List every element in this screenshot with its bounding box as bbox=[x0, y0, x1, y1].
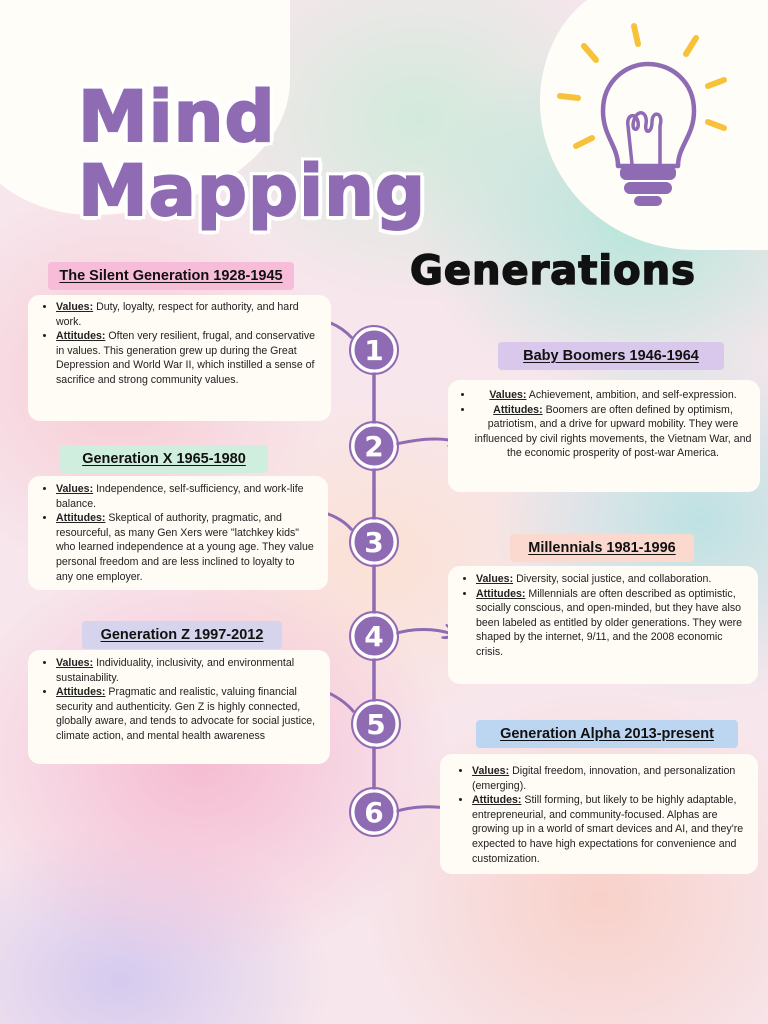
millennials-attitudes-text: Millennials are often described as optimistic, socially conscious, and open-minded, but they have also been labeled as entitled by older generations. They were shaped by the internet, 9/11, and the 2008 economic crisis. bbox=[476, 587, 743, 658]
alpha-attitudes-text: Still forming, but likely to be highly adaptable, entrepreneurial, and community-focused. Alphas are growing up in a world of smart devices and AI, and they're expected to have high expectations for convenience and customization. bbox=[472, 794, 744, 865]
arrow-4 bbox=[394, 630, 452, 635]
silent-attitudes-text: Often very resilient, frugal, and conservative in values. This generation grew up during the Great Depression and World War II, which instilled a sense of sacrifice and strong community values. bbox=[56, 330, 316, 386]
genz-attitudes-text: Pragmatic and realistic, valuing financial security and authenticity. Gen Z is highly connected, globally aware, and tends to advocate for social justice, climate action, and mental health awareness bbox=[56, 686, 316, 742]
millennials-attitudes-item bbox=[476, 587, 744, 660]
card-millennials bbox=[448, 566, 758, 684]
title-line-2: Mapping bbox=[78, 150, 427, 232]
genx-values-text: Independence, self-sufficiency, and work-life balance. bbox=[56, 483, 304, 510]
attitudes-label: Attitudes: bbox=[56, 512, 106, 525]
alpha-values-text: Digital freedom, innovation, and personalization (emerging). bbox=[472, 765, 736, 792]
timeline-number: 1 bbox=[364, 334, 384, 367]
card-baby-boomers bbox=[448, 380, 760, 492]
label-generation-x: Generation X 1965-1980 bbox=[60, 445, 268, 473]
silent-values-text: Duty, loyalty, respect for authority, and hard work. bbox=[56, 301, 299, 328]
timeline-node-5 bbox=[352, 700, 400, 748]
genx-attitudes-item bbox=[56, 511, 314, 584]
label-millennials: Millennials 1981-1996 bbox=[510, 534, 694, 562]
alpha-attitudes-item bbox=[472, 793, 744, 866]
timeline-node-1 bbox=[350, 326, 398, 374]
boomers-attitudes-text: Boomers are often defined by optimism, patriotism, and a drive for upward mobility. They were influenced by civil rights movements, the Vietnam War, and the economic prosperity of post-war America. bbox=[474, 403, 752, 460]
values-label: Values: bbox=[56, 657, 94, 669]
boomers-attitudes-item bbox=[474, 403, 752, 461]
silent-attitudes-item bbox=[56, 329, 317, 387]
genx-attitudes-text: Skeptical of authority, pragmatic, and resourceful, as many Gen Xers were "latchkey kids" who learned independence at a young age. They value personal freedom and are less inclined to loyalty to any one employer. bbox=[56, 512, 314, 583]
subtitle: Generations bbox=[410, 248, 696, 294]
genz-values-text: Individuality, inclusivity, and environmental sustainability. bbox=[56, 657, 295, 684]
timeline-number: 6 bbox=[364, 796, 384, 829]
label-silent-generation: The Silent Generation 1928-1945 bbox=[48, 262, 294, 290]
values-label: Values: bbox=[56, 301, 94, 313]
attitudes-label: Attitudes: bbox=[476, 587, 526, 600]
silent-values-item bbox=[56, 300, 317, 329]
card-generation-alpha bbox=[440, 754, 758, 874]
label-baby-boomers: Baby Boomers 1946-1964 bbox=[498, 342, 724, 370]
attitudes-label: Attitudes: bbox=[493, 403, 543, 416]
timeline-node-2 bbox=[350, 422, 398, 470]
genz-values-item bbox=[56, 656, 316, 685]
timeline-number: 2 bbox=[364, 430, 384, 463]
label-generation-z: Generation Z 1997-2012 bbox=[82, 621, 282, 649]
timeline-number: 4 bbox=[364, 620, 384, 653]
attitudes-label: Attitudes: bbox=[472, 794, 522, 807]
timeline-number: 3 bbox=[364, 526, 384, 559]
values-label: Values: bbox=[472, 765, 510, 777]
boomers-values-text: Achievement, ambition, and self-expression. bbox=[528, 389, 737, 401]
timeline-node-3 bbox=[350, 518, 398, 566]
attitudes-label: Attitudes: bbox=[56, 330, 106, 343]
millennials-values-item bbox=[476, 572, 744, 587]
timeline-number: 5 bbox=[366, 708, 386, 741]
genz-attitudes-item bbox=[56, 685, 316, 743]
values-label: Values: bbox=[56, 483, 94, 495]
title-line-1: Mind bbox=[78, 76, 276, 158]
label-generation-alpha: Generation Alpha 2013-present bbox=[476, 720, 738, 748]
attitudes-label: Attitudes: bbox=[56, 686, 106, 699]
values-label: Values: bbox=[476, 573, 514, 585]
card-generation-z bbox=[28, 650, 330, 764]
alpha-values-item bbox=[472, 764, 744, 793]
values-label: Values: bbox=[489, 389, 527, 401]
millennials-values-text: Diversity, social justice, and collaboration. bbox=[516, 573, 712, 585]
timeline-node-4 bbox=[350, 612, 398, 660]
card-generation-x bbox=[28, 476, 328, 590]
boomers-values-item bbox=[474, 388, 752, 403]
card-silent-generation bbox=[28, 295, 331, 421]
timeline-node-6 bbox=[350, 788, 398, 836]
genx-values-item bbox=[56, 482, 314, 511]
